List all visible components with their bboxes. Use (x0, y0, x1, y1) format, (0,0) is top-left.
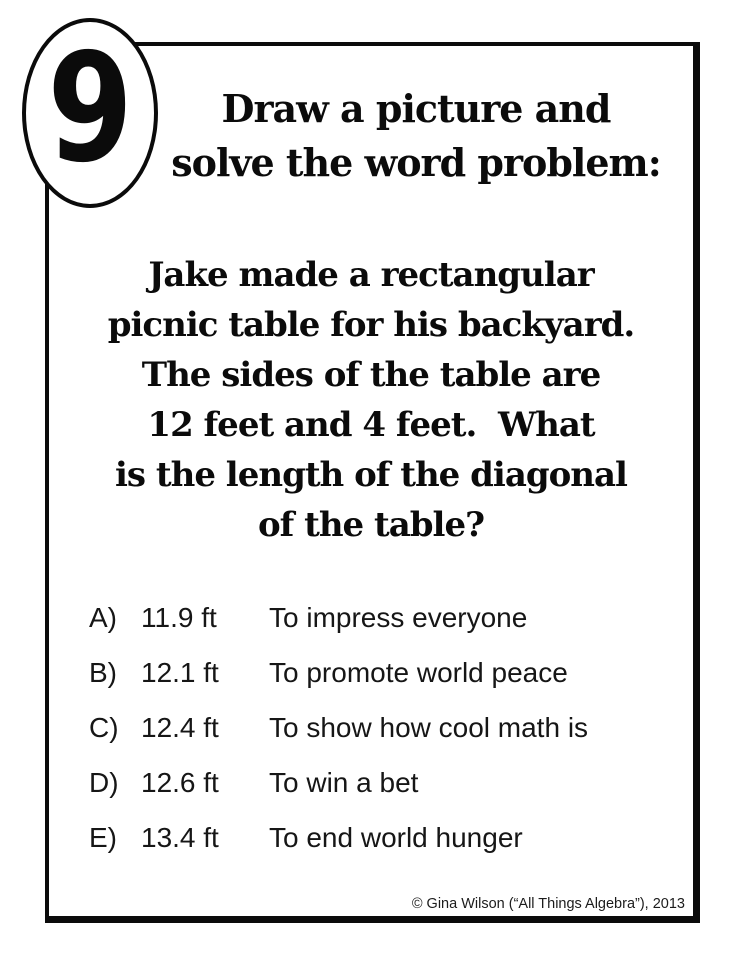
choice-value: 12.6 ft (141, 767, 219, 798)
choice-reason: To win a bet (269, 767, 419, 798)
choice-letter: D) (89, 767, 119, 798)
choice-reason: To impress everyone (269, 602, 528, 633)
choice-reason: To end world hunger (269, 822, 523, 853)
card-title (151, 82, 681, 190)
choice-letter: B) (89, 657, 117, 688)
answer-choice-row-c (89, 712, 679, 767)
answer-choice-row-e (89, 822, 679, 877)
answer-choices (89, 602, 679, 877)
choice-reason: To promote world peace (269, 657, 568, 688)
choice-value: 12.1 ft (141, 657, 219, 688)
choice-reason: To show how cool math is (269, 712, 589, 743)
word-problem (49, 250, 693, 550)
choice-letter: C) (89, 712, 119, 743)
card-title-line-1: Draw a picture and (221, 86, 611, 131)
choice-value: 12.4 ft (141, 712, 219, 743)
word-problem-line-6: of the table? (257, 505, 484, 545)
word-problem-line-4: 12 feet and 4 feet. What (147, 405, 595, 445)
word-problem-line-5: is the length of the diagonal (115, 455, 627, 495)
choice-letter: E) (89, 822, 117, 853)
answer-choice-row-b (89, 657, 679, 712)
word-problem-line-1: Jake made a rectangular (148, 255, 594, 295)
problem-card (45, 42, 700, 923)
card-title-line-2: solve the word problem: (171, 140, 661, 185)
answer-choice-row-a (89, 602, 679, 657)
choice-value: 13.4 ft (141, 822, 219, 853)
word-problem-line-3: The sides of the table are (141, 355, 601, 395)
question-number: 9 (47, 22, 133, 196)
question-number-badge (22, 18, 158, 208)
copyright-credit: © Gina Wilson (“All Things Algebra”), 2013 (411, 896, 685, 912)
choice-letter: A) (89, 602, 117, 633)
word-problem-line-2: picnic table for his backyard. (107, 305, 635, 345)
answer-choice-row-d (89, 767, 679, 822)
choice-value: 11.9 ft (141, 602, 217, 633)
